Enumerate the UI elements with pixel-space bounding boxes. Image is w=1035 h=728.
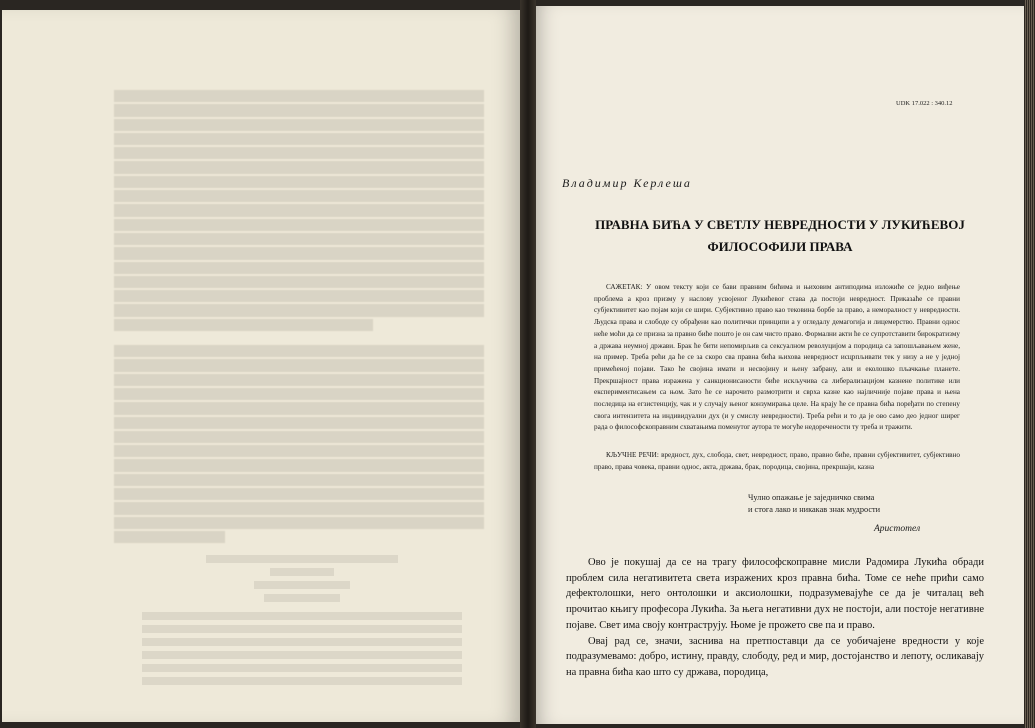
book-gutter [520,0,536,728]
epigraph-line: и стога лако и никакав знак мудрости [748,505,881,514]
left-page [2,10,520,722]
left-page-bleedthrough-summary [142,550,462,690]
article-body [566,555,984,681]
epigraph [748,492,940,516]
right-page [536,6,1024,724]
article-keywords: КЉУЧНЕ РЕЧИ: вредност, дух, слобода, свет, невредност, право, правно биће, правни субјективитет, субјективно право, права човека, правни однос, акта, држава, брак, породица, својина, прекршаји, казна [594,451,960,471]
body-paragraph: Ово је покушај да се на трагу философскоправне мисли Радомира Лукића обради проблем сила негативитета света изражених кроз правна бића. Томе се неће прићи само дефектолошки, него онтолошки и аксиолошки, подразумевајуће се да је читалац већ прочитао књигу професора Лукића. За њега негативни дух не постоји, али постоје негативне појаве. Свет има своју контраструју. Њоме је прожето све па и право. [566,557,984,631]
article-title: ПРАВНА БИЋА У СВЕТЛУ НЕВРЕДНОСТИ У ЛУКИЋЕВОЈ ФИЛОСОФИЈИ ПРАВА [595,217,965,254]
left-page-bleedthrough-text [114,90,484,545]
article-abstract: САЖЕТАК: У овом тексту који се бави правним бићима и њиховим антиподима изложиће се једно виђење проблема а кроз призму у наслову усвојеног Лукићевог става да постоји невредност. Приказаће се правни субјективитет као појам који се шири. Субјективно право као тековина борбе за право, а неморалност у невредности. Људска права и слободе су обрађени као политички принципи а у огледалу демагогија и лицемерство. Правни однос неће моћи да се призна за правно биће пошто је он сам чисто право. Формални акти ће се супротставити бирократизму а држава неумној држави. Брак ће бити непомирљив са сексуалном револуцијом а породица са запошљавањем жене, на пример. Треба рећи да ће се за скоро сва правна бића њихова невредност исцрпљивати тек у низу а не у једној примећеној појави. Тако ће својина имати и несвојину и њену забрану, али и еколошко пљачкање планете. Прекршајност права изражена у санкционисаности биће искључива са либерализацијом казнене политике или експериментисањем са њом. Зато ће се нарочито размотрити и сврха казне као најличније појаве права и њена последица на егзистенцију, чак и у случају њеног конзумирања целе. На крају ће се правна бића поређати по степену свога интензитета на индивидуални дух (и у смислу невредности). Треба рећи и то да је ово само део једног ширег рада о философскоправним схватањима поменутог аутора те могуће недоречености ту треба и тражити. [594,283,960,432]
page-edges [1024,0,1035,728]
article-author: Владимир Керлеша [562,176,692,190]
epigraph-line: Чулно опажање је заједничко свима [748,493,875,502]
epigraph-author: Аристотел [874,524,921,534]
udk-code: UDK 17.022 : 340.12 [896,100,953,107]
body-paragraph: Овај рад се, значи, заснива на претпоставци да се уобичајене вредности у које подразумевамо: добро, истину, правду, слободу, ред и мир, достојанство и лепоту, осликавају на правна бића као што су држава, породица, [566,635,984,678]
